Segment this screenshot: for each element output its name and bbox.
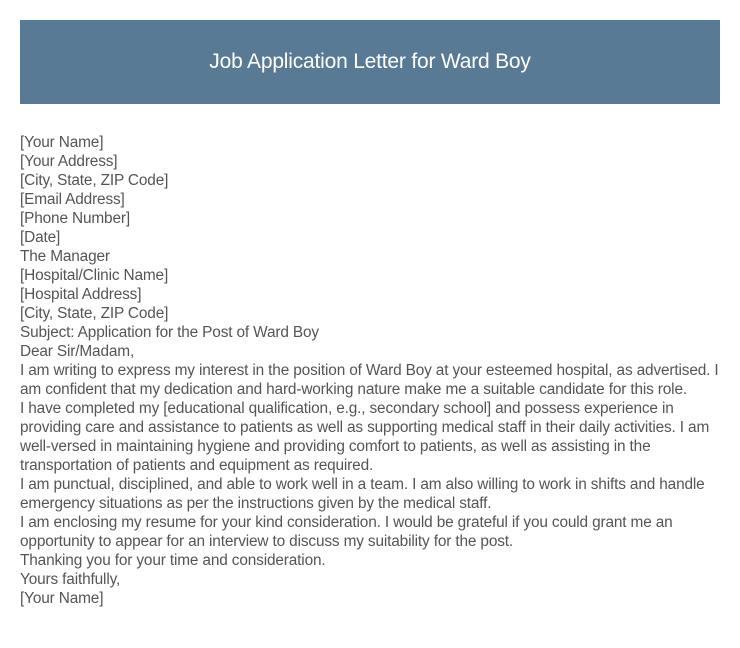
salutation: Dear Sir/Madam, bbox=[20, 343, 135, 360]
paragraph-thanks: Thanking you for your time and consideration. bbox=[20, 552, 326, 569]
paragraph-resume: I am enclosing my resume for your kind consideration. I would be grateful if you could grant me an opportunity to appear for an interview to discuss my suitability for the post. bbox=[20, 514, 677, 550]
recipient-city-state-zip: [City, State, ZIP Code] bbox=[20, 305, 169, 322]
signature: [Your Name] bbox=[20, 590, 104, 607]
sender-email: [Email Address] bbox=[20, 191, 125, 208]
letter-body bbox=[20, 133, 725, 608]
sender-phone: [Phone Number] bbox=[20, 210, 130, 227]
recipient-title: The Manager bbox=[20, 248, 110, 265]
title-banner bbox=[20, 20, 720, 104]
closing: Yours faithfully, bbox=[20, 571, 121, 588]
paragraph-interest: I am writing to express my interest in the position of Ward Boy at your esteemed hospital, as advertised. I am confident that my dedication and hard-working nature make me a suitable candidate for this role. bbox=[20, 362, 723, 398]
page-title: Job Application Letter for Ward Boy bbox=[209, 50, 531, 73]
sender-city-state-zip: [City, State, ZIP Code] bbox=[20, 172, 169, 189]
sender-address: [Your Address] bbox=[20, 153, 118, 170]
letter-subject: Subject: Application for the Post of Ward Boy bbox=[20, 324, 319, 341]
paragraph-qualities: I am punctual, disciplined, and able to work well in a team. I am also willing to work in shifts and handle emergency situations as per the instructions given by the medical staff. bbox=[20, 476, 709, 512]
letter-date: [Date] bbox=[20, 229, 61, 246]
sender-name: [Your Name] bbox=[20, 134, 104, 151]
recipient-organization: [Hospital/Clinic Name] bbox=[20, 267, 169, 284]
recipient-address: [Hospital Address] bbox=[20, 286, 142, 303]
paragraph-experience: I have completed my [educational qualification, e.g., secondary school] and possess experience in providing care and assistance to patients as well as supporting medical staff in their daily activities. I am well-versed in maintaining hygiene and providing comfort to patients, as well as assisting in the transportation of patients and equipment as required. bbox=[20, 400, 714, 474]
